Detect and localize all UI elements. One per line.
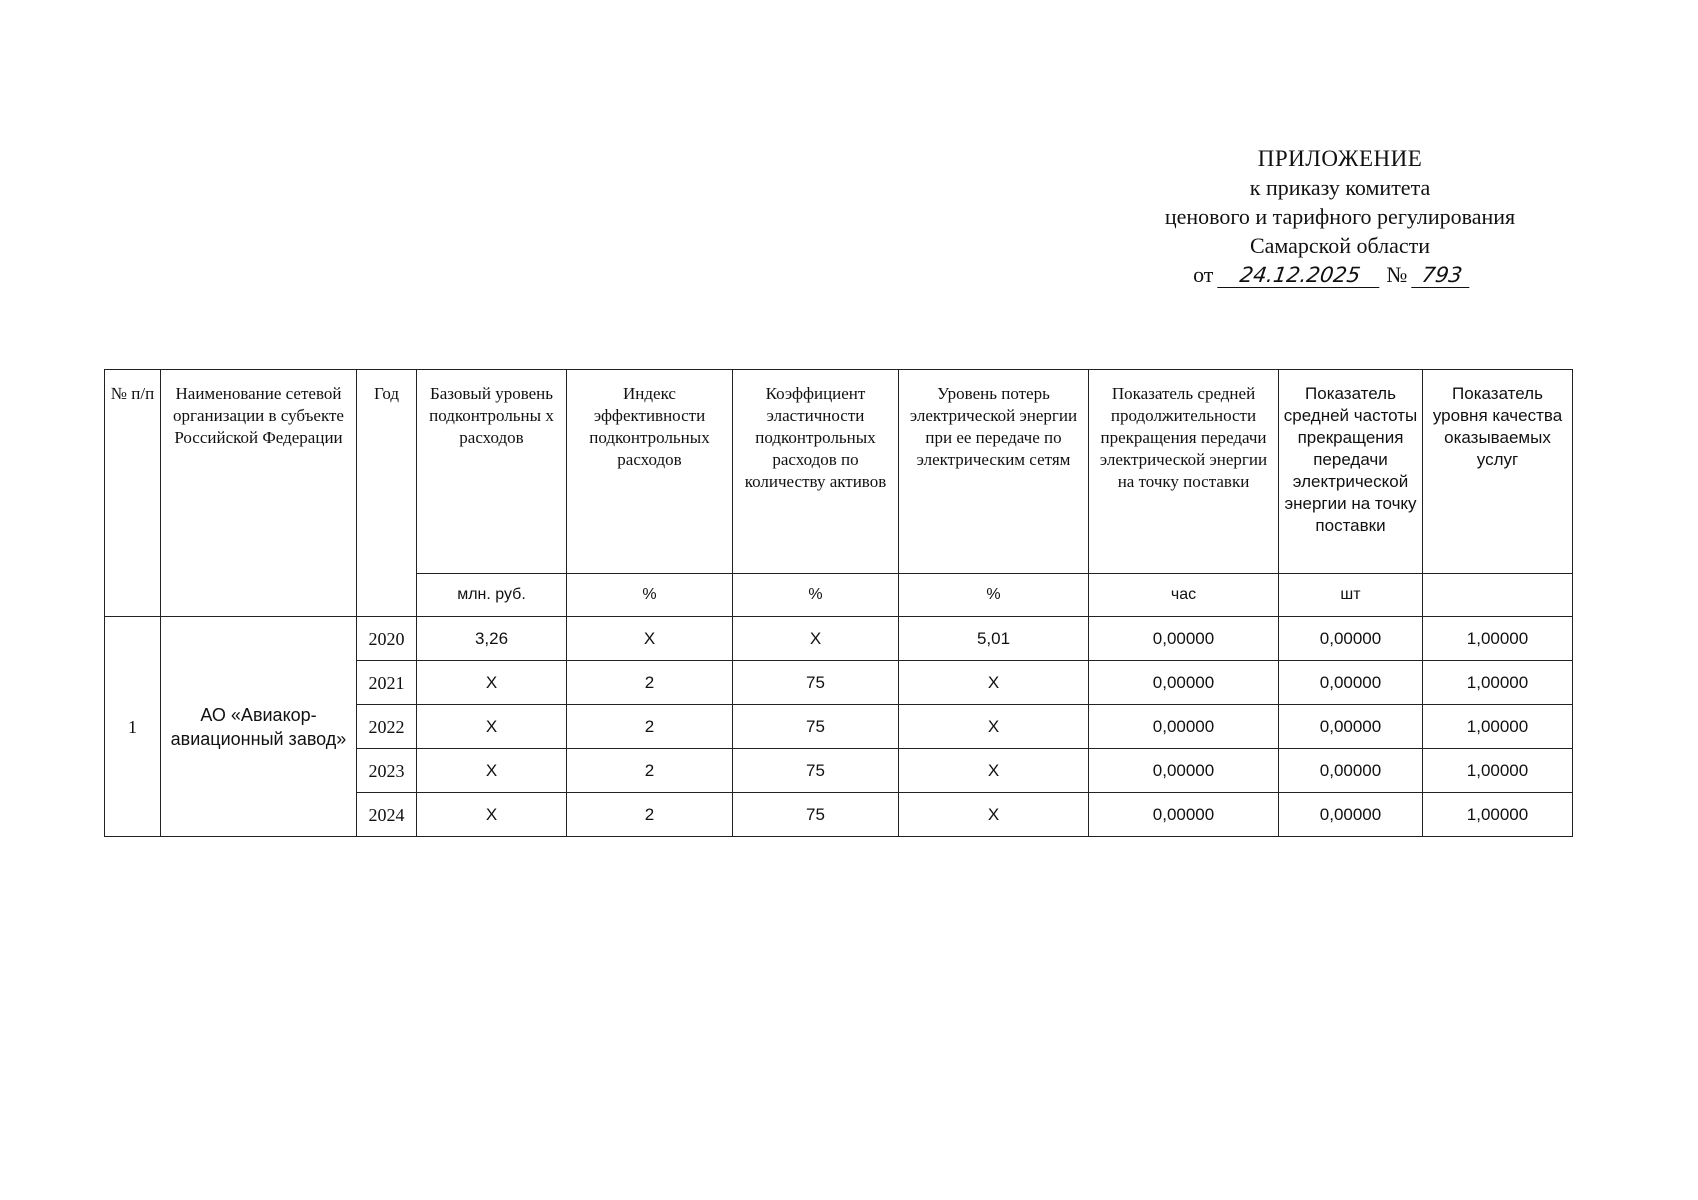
avg-frequency-cell: 0,00000 (1279, 661, 1423, 705)
efficiency-index-cell: 2 (567, 661, 733, 705)
order-date-handwritten: 24.12.2025 (1217, 263, 1383, 288)
avg-duration-cell: 0,00000 (1089, 617, 1279, 661)
header-line-region: Самарской области (1249, 233, 1431, 258)
year-cell: 2024 (357, 793, 417, 837)
efficiency-index-cell: 2 (567, 793, 733, 837)
quality-cell: 1,00000 (1423, 661, 1573, 705)
base-level-cell: 3,26 (417, 617, 567, 661)
avg-frequency-cell: 0,00000 (1279, 749, 1423, 793)
quality-cell: 1,00000 (1423, 705, 1573, 749)
col-header-base-level: Базовый уровень подконтрольны х расходов (417, 370, 567, 574)
efficiency-index-cell: 2 (567, 749, 733, 793)
year-cell: 2023 (357, 749, 417, 793)
loss-level-cell: 5,01 (899, 617, 1089, 661)
table-row (105, 617, 1573, 661)
avg-frequency-cell: 0,00000 (1279, 705, 1423, 749)
efficiency-index-cell: Х (567, 617, 733, 661)
col-header-organization: Наименование сетевой организации в субъекте Российской Федерации (161, 370, 357, 617)
unit-cell: млн. руб. (417, 574, 567, 617)
tariff-parameters-table (104, 369, 1573, 837)
header-line-committee: ценового и тарифного регулирования (1164, 204, 1516, 229)
date-prefix: от (1193, 262, 1214, 287)
base-level-cell: Х (417, 705, 567, 749)
base-level-cell: Х (417, 793, 567, 837)
avg-duration-cell: 0,00000 (1089, 705, 1279, 749)
year-cell: 2021 (357, 661, 417, 705)
avg-duration-cell: 0,00000 (1089, 749, 1279, 793)
elasticity-coef-cell: 75 (733, 793, 899, 837)
base-level-cell: Х (417, 661, 567, 705)
unit-cell: % (899, 574, 1089, 617)
appendix-title: ПРИЛОЖЕНИЕ (1257, 146, 1423, 171)
unit-cell: час (1089, 574, 1279, 617)
unit-cell (1423, 574, 1573, 617)
loss-level-cell: Х (899, 749, 1089, 793)
avg-frequency-cell: 0,00000 (1279, 793, 1423, 837)
organization-name-cell: АО «Авиакор-авиационный завод» (161, 617, 357, 837)
appendix-header (1110, 144, 1570, 289)
header-line-order: к приказу комитета (1249, 175, 1431, 200)
avg-duration-cell: 0,00000 (1089, 793, 1279, 837)
avg-duration-cell: 0,00000 (1089, 661, 1279, 705)
col-header-year: Год (357, 370, 417, 617)
unit-cell: % (567, 574, 733, 617)
order-date-line (1102, 260, 1562, 289)
col-header-avg-duration: Показатель средней продолжительности прекращения передачи электрической энергии на точку поставки (1089, 370, 1279, 574)
loss-level-cell: Х (899, 661, 1089, 705)
elasticity-coef-cell: 75 (733, 661, 899, 705)
efficiency-index-cell: 2 (567, 705, 733, 749)
col-header-avg-frequency: Показатель средней частоты прекращения передачи электрической энергии на точку поставки (1279, 370, 1423, 574)
row-number-cell: 1 (105, 617, 161, 837)
quality-cell: 1,00000 (1423, 793, 1573, 837)
quality-cell: 1,00000 (1423, 749, 1573, 793)
quality-cell: 1,00000 (1423, 617, 1573, 661)
unit-cell: % (733, 574, 899, 617)
year-cell: 2020 (357, 617, 417, 661)
table-header-row (105, 370, 1573, 574)
loss-level-cell: Х (899, 793, 1089, 837)
unit-cell: шт (1279, 574, 1423, 617)
elasticity-coef-cell: 75 (733, 749, 899, 793)
year-cell: 2022 (357, 705, 417, 749)
col-header-loss-level: Уровень потерь электрической энергии при ее передаче по электрическим сетям (899, 370, 1089, 574)
col-header-quality: Показатель уровня качества оказываемых услуг (1423, 370, 1573, 574)
col-header-number: № п/п (105, 370, 161, 617)
col-header-efficiency-index: Индекс эффективности подконтрольных расходов (567, 370, 733, 574)
col-header-elasticity-coef: Коэффициент эластичности подконтрольных расходов по количеству активов (733, 370, 899, 574)
elasticity-coef-cell: 75 (733, 705, 899, 749)
loss-level-cell: Х (899, 705, 1089, 749)
elasticity-coef-cell: Х (733, 617, 899, 661)
base-level-cell: Х (417, 749, 567, 793)
number-prefix: № (1386, 262, 1408, 287)
avg-frequency-cell: 0,00000 (1279, 617, 1423, 661)
order-number-handwritten: 793 (1411, 263, 1473, 288)
